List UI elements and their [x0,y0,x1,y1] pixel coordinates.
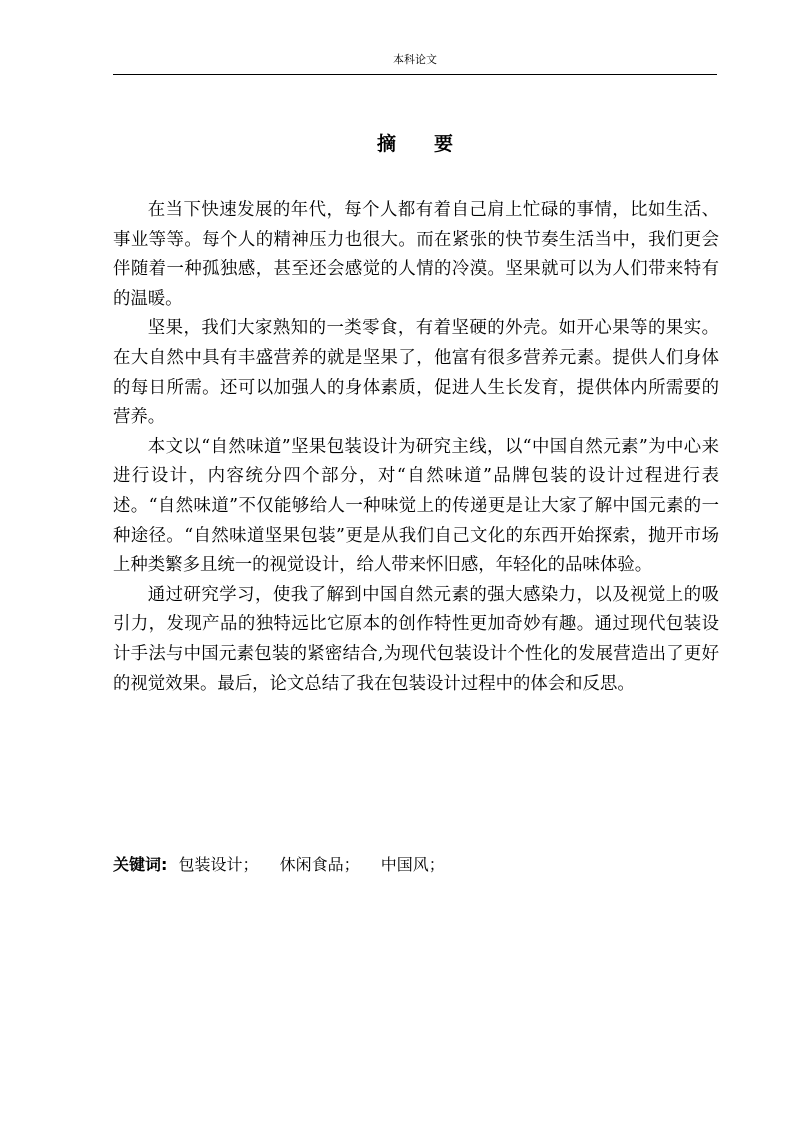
page-title: 摘要 [376,133,491,155]
abstract-paragraph-3: 本文以“自然味道”坚果包装设计为研究主线，以“中国自然元素”为中心来进行设计，内容统分四个部分，对“自然味道”品牌包装的设计过程进行表述。“自然味道”不仅能够给人一种味觉上的传递更是让大家了解中国元素的一种途径。“自然味道坚果包装”更是从我们自己文化的东西开始探索，抛开市场上种类繁多且统一的视觉设计，给人带来怀旧感，年轻化的品味体验。 [113,436,719,576]
keywords-label: 关键词: [113,855,168,874]
keyword-item: 包装设计； [178,855,259,874]
abstract-paragraph-1: 在当下快速发展的年代，每个人都有着自己肩上忙碌的事情，比如生活、事业等等。每个人的精神压力也很大。而在紧张的快节奏生活当中，我们更会伴随着一种孤独感，甚至还会感觉的人情的冷漠。坚果就可以为人们带来特有的温暖。 [113,200,719,309]
keyword-item: 休闲食品； [279,855,360,874]
abstract-paragraph-2: 坚果，我们大家熟知的一类零食，有着坚硬的外壳。如开心果等的果实。在大自然中具有丰盛营养的就是坚果了，他富有很多营养元素。提供人们身体的每日所需。还可以加强人的身体素质，促进人生长发育，提供体内所需要的营养。 [113,318,719,428]
abstract-paragraph-4: 通过研究学习，使我了解到中国自然元素的强大感染力，以及视觉上的吸引力，发现产品的独特远比它原本的创作特性更加奇妙有趣。通过现代包装设计手法与中国元素包装的紧密结合,为现代包装设计个性化的发展营造出了更好的视觉效果。最后，论文总结了我在包装设计过程中的体会和反思。 [113,584,719,694]
page-header [113,52,717,75]
header-text: 本科论文 [393,53,437,66]
keywords-line [113,852,445,878]
keyword-item: 中国风； [380,855,445,874]
abstract-body [113,196,719,699]
